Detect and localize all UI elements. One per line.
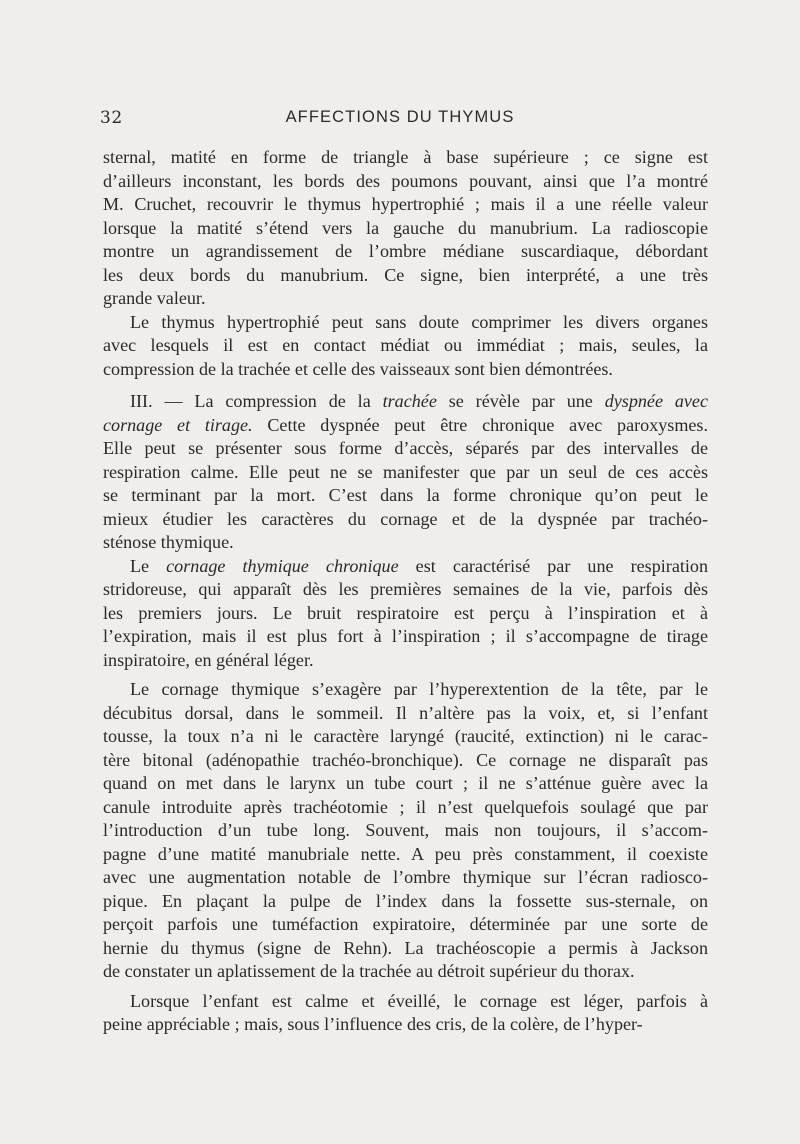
text-line: avec lesquels il est en contact médiat ou immédiat ; mais, seules, la <box>103 335 708 355</box>
text-line: pagne d’une matité manubriale nette. A peu près constamment, il coexiste <box>103 843 708 864</box>
text-line: décubitus dorsal, dans le sommeil. Il n’altère pas la voix, et, si l’enfant <box>103 702 708 723</box>
text-line: quand on met dans le larynx un tube court ; il ne s’atténue guère avec la <box>103 773 708 793</box>
text-line <box>103 555 708 579</box>
text-line: mieux étudier les caractères du cornage et de la dyspnée par trachéo- <box>103 508 708 529</box>
text-line: l’introduction d’un tube long. Souvent, mais non toujours, il s’accom- <box>103 820 708 840</box>
page-number: 32 <box>100 108 123 128</box>
text-line: les premiers jours. Le bruit respiratoire est perçu à l’inspiration et à <box>103 602 708 623</box>
text-line: les deux bords du manubrium. Ce signe, bien interprété, a une très <box>103 264 708 285</box>
text-line: respiration calme. Elle peut ne se manifester que par un seul de ces accès <box>103 461 708 482</box>
text-line: sternal, matité en forme de triangle à base supérieure ; ce signe est <box>103 147 708 167</box>
text-line: Lorsque l’enfant est calme et éveillé, le cornage est léger, parfois à <box>130 990 708 1011</box>
text-line: d’ailleurs inconstant, les bords des poumons pouvant, ainsi que l’a montré <box>103 170 708 191</box>
italic-term: cornage thymique chronique <box>166 555 399 576</box>
text-segment: se révèle par une <box>436 391 605 411</box>
text-line: sténose thymique. <box>103 532 234 552</box>
text-line: canule introduite après trachéotomie ; il n’est quelquefois soulagé que par <box>103 796 708 817</box>
text-line: pique. En plaçant la pulpe de l’index dans la fossette sus-sternale, on <box>103 890 708 911</box>
text-line: lorsque la matité s’étend vers la gauche du manubrium. La radioscopie <box>103 217 708 238</box>
text-line: avec une augmentation notable de l’ombre thymique sur l’écran radiosco- <box>103 867 708 887</box>
text-segment: III. — La compression de la <box>130 391 383 411</box>
text-line: se terminant par la mort. C’est dans la forme chronique qu’on peut le <box>103 485 708 505</box>
text-line: perçoit parfois une tuméfaction expiratoire, déterminée par une sorte de <box>103 914 708 934</box>
text-line: de constater un aplatissement de la trachée au détroit supérieur du thorax. <box>103 961 635 981</box>
text-line: Le cornage thymique s’exagère par l’hyperextention de la tête, par le <box>130 679 708 699</box>
text-line: l’expiration, mais il est plus fort à l’inspiration ; il s’accompagne de tirage <box>103 626 708 646</box>
text-line: inspiratoire, en général léger. <box>103 649 314 670</box>
text-line: tousse, la toux n’a ni le caractère laryngé (raucité, extinction) ni le carac- <box>103 726 708 746</box>
body-text <box>103 146 708 1037</box>
text-line: M. Cruchet, recouvrir le thymus hypertrophié ; mais il a une réelle valeur <box>103 194 708 214</box>
italic-term: trachée <box>382 391 437 411</box>
italic-term: dyspnée avec <box>604 391 708 411</box>
text-line: stridoreuse, qui apparaît dès les premières semaines de la vie, parfois dès <box>103 579 708 599</box>
text-segment: est caractérisé par une respiration <box>398 555 708 576</box>
text-segment: Le <box>130 555 167 576</box>
text-line: hernie du thymus (signe de Rehn). La trachéoscopie a permis à Jackson <box>103 937 708 958</box>
text-line: compression de la trachée et celle des vaisseaux sont bien démontrées. <box>103 358 613 379</box>
text-line: grande valeur. <box>103 288 206 308</box>
text-line <box>103 414 708 438</box>
text-line: montre un agrandissement de l’ombre médiane suscardiaque, débordant <box>103 241 708 261</box>
paragraph-gap <box>103 381 708 390</box>
text-segment: Cette dyspnée peut être chronique avec paroxysmes. <box>252 414 708 435</box>
text-line: Le thymus hypertrophié peut sans doute comprimer les divers organes <box>130 311 708 332</box>
text-line <box>103 390 708 414</box>
italic-term: cornage et tirage. <box>103 414 253 435</box>
text-line: Elle peut se présenter sous forme d’accès, séparés par des intervalles de <box>103 438 708 458</box>
running-head: AFFECTIONS DU THYMUS <box>285 108 515 126</box>
text-line: peine appréciable ; mais, sous l’influence des cris, de la colère, de l’hyper- <box>103 1014 643 1034</box>
text-line: tère bitonal (adénopathie trachéo-bronchique). Ce cornage ne disparaît pas <box>103 749 708 770</box>
